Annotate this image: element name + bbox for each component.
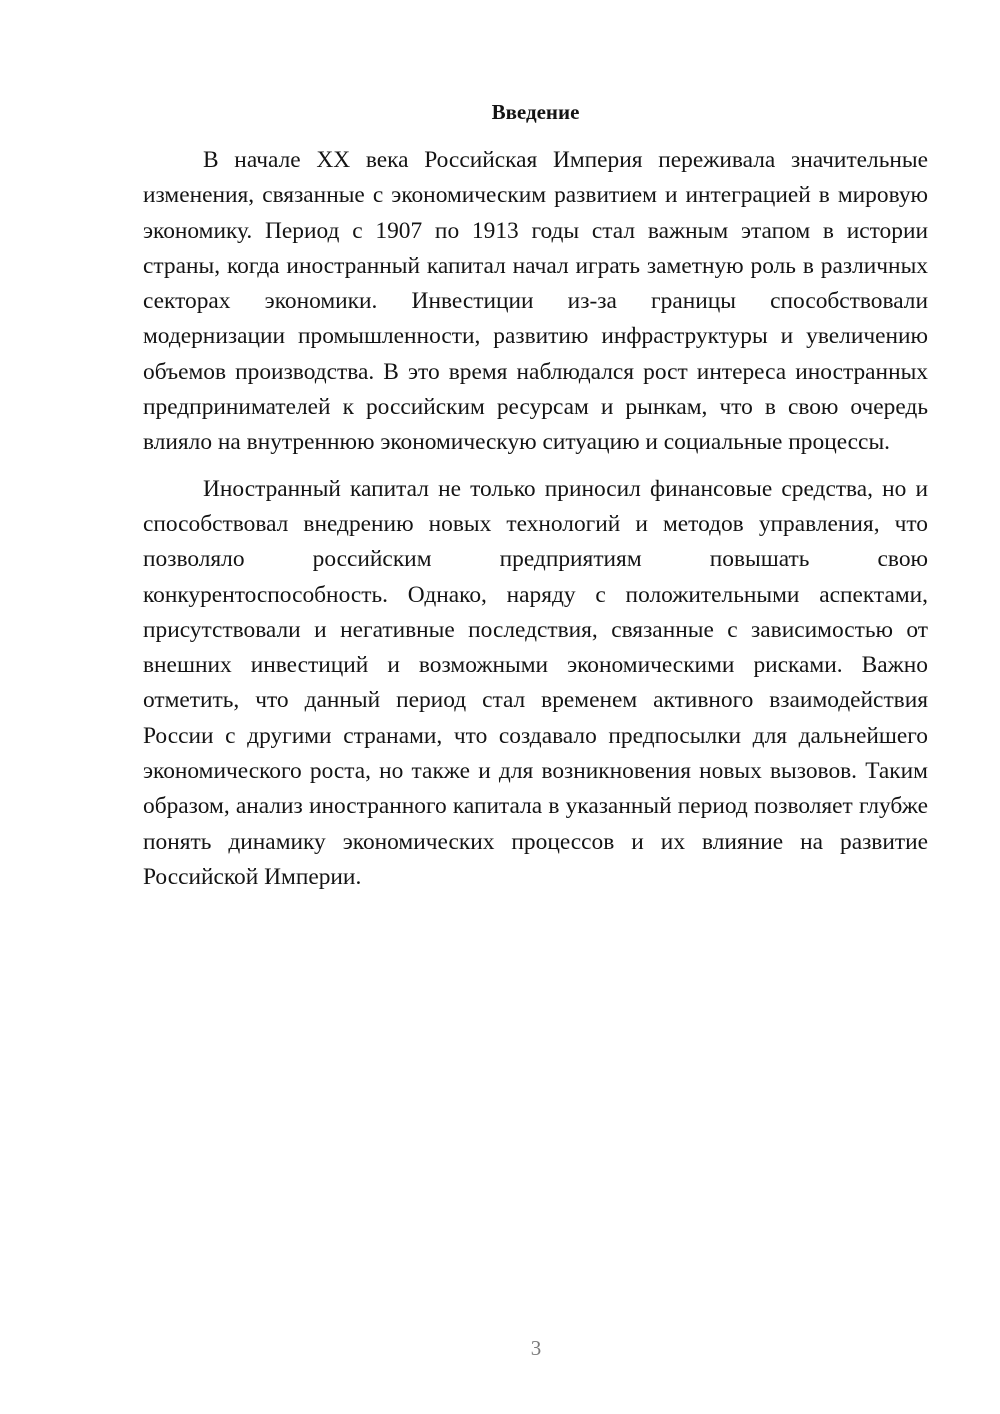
paragraph-1: В начале XX века Российская Империя переживала значительные изменения, связанные с экономическим развитием и интеграцией в мировую экономику. Период с 1907 по 1913 годы стал важным этапом в истории страны, когда иностранный капитал начал играть заметную роль в различных секторах экономики. Инвестиции из-за границы способствовали модернизации промышленности, развитию инфраструктуры и увеличению объемов производства. В это время наблюдался рост интереса иностранных предпринимателей к российским ресурсам и рынкам, что в свою очередь влияло на внутреннюю экономическую ситуацию и социальные процессы. (143, 147, 928, 456)
body-text (143, 143, 928, 895)
paragraph-2: Иностранный капитал не только приносил финансовые средства, но и способствовал внедрению новых технологий и методов управления, что позволяло российским предприятиям повышать свою конкурентоспособность. Однако, наряду с положительными аспектами, присутствовали и негативные последствия, связанные с зависимостью от внешних инвестиций и возможными экономическими рисками. Важно отметить, что данный период стал временем активного взаимодействия России с другими странами, что создавало предпосылки для дальнейшего экономического роста, но также и для возникновения новых вызовов. Таким образом, анализ иностранного капитала в указанный период позволяет глубже понять динамику экономических процессов и их влияние на развитие Российской Империи. (143, 475, 928, 890)
page-number: 3 (530, 1336, 542, 1360)
section-heading: Введение (491, 100, 580, 124)
